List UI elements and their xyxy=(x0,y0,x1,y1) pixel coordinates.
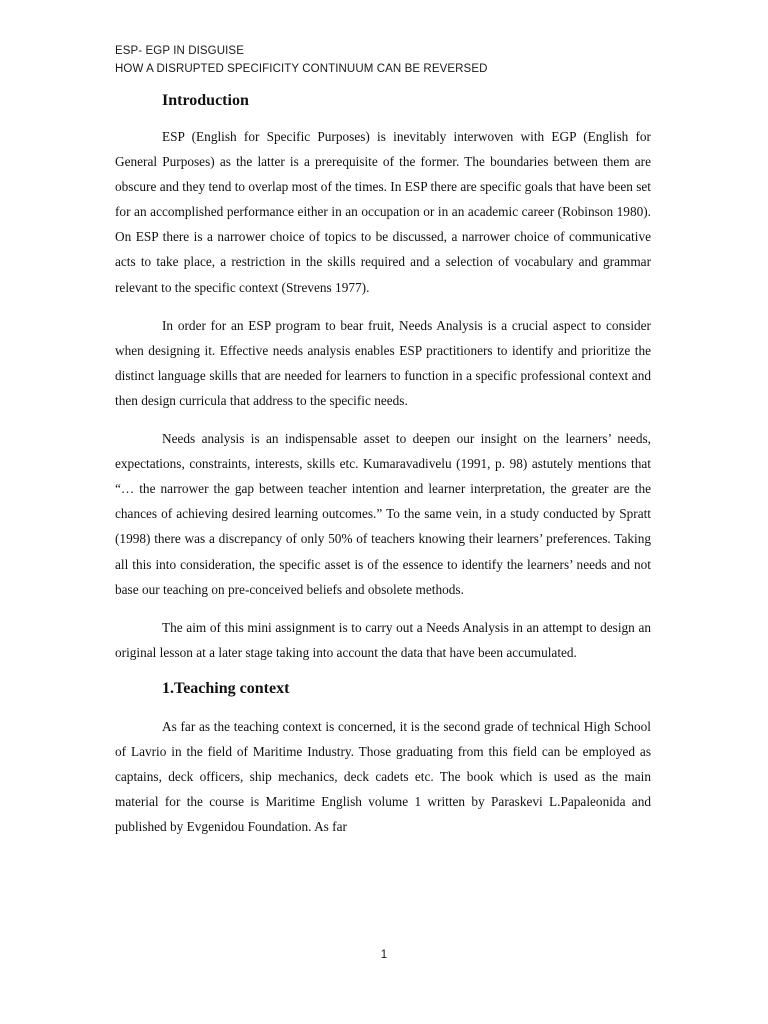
paragraph: The aim of this mini assignment is to carry out a Needs Analysis in an attempt to design an original lesson at a later stage taking into account the data that have been accumulated. xyxy=(115,619,651,660)
document-body xyxy=(115,90,651,852)
paragraph: Needs analysis is an indispensable asset to deepen our insight on the learners’ needs, expectations, constraints, interests, skills etc. Kumaravadivelu (1991, p. 98) astutely mentions that “… the narrower the gap between teacher intention and learner interpretation, the greater are the chances of achieving desired learning outcomes.” To the same vein, in a study conducted by Spratt (1998) there was a discrepancy of only 50% of teachers knowing their learners’ preferences. Taking all this into consideration, the specific asset is of the essence to identify the learners’ needs and not base our teaching on pre-conceived beliefs and obsolete methods. xyxy=(115,431,651,597)
page-number: 1 xyxy=(380,949,388,961)
running-header xyxy=(115,42,488,78)
header-line-2: HOW A DISRUPTED SPECIFICITY CONTINUUM CAN BE REVERSED xyxy=(115,63,488,75)
section-heading-introduction: Introduction xyxy=(162,92,249,109)
paragraph: As far as the teaching context is concerned, it is the second grade of technical High School of Lavrio in the field of Maritime Industry. Those graduating from this field can be employed as captains, deck officers, ship mechanics, deck cadets etc. The book which is used as the main material for the course is Maritime English volume 1 written by Paraskevi L.Papaleonida and published by Evgenidou Foundation. As far xyxy=(115,718,651,835)
section-heading-teaching-context: 1.Teaching context xyxy=(162,679,290,697)
header-line-1: ESP- EGP IN DISGUISE xyxy=(115,45,244,57)
paragraph: ESP (English for Specific Purposes) is inevitably interwoven with EGP (English for General Purposes) as the latter is a prerequisite of the former. The boundaries between them are obscure and they tend to overlap most of the times. In ESP there are specific goals that have been set for an accomplished performance either in an occupation or in an academic career (Robinson 1980). On ESP there is a narrower choice of topics to be discussed, a narrower choice of communicative acts to take place, a restriction in the skills required and a selection of vocabulary and grammar relevant to the specific context (Strevens 1977). xyxy=(115,129,651,295)
paragraph: In order for an ESP program to bear fruit, Needs Analysis is a crucial aspect to consider when designing it. Effective needs analysis enables ESP practitioners to identify and prioritize the distinct language skills that are needed for learners to function in a specific professional context and then design curricula that address to the specific needs. xyxy=(115,317,651,408)
